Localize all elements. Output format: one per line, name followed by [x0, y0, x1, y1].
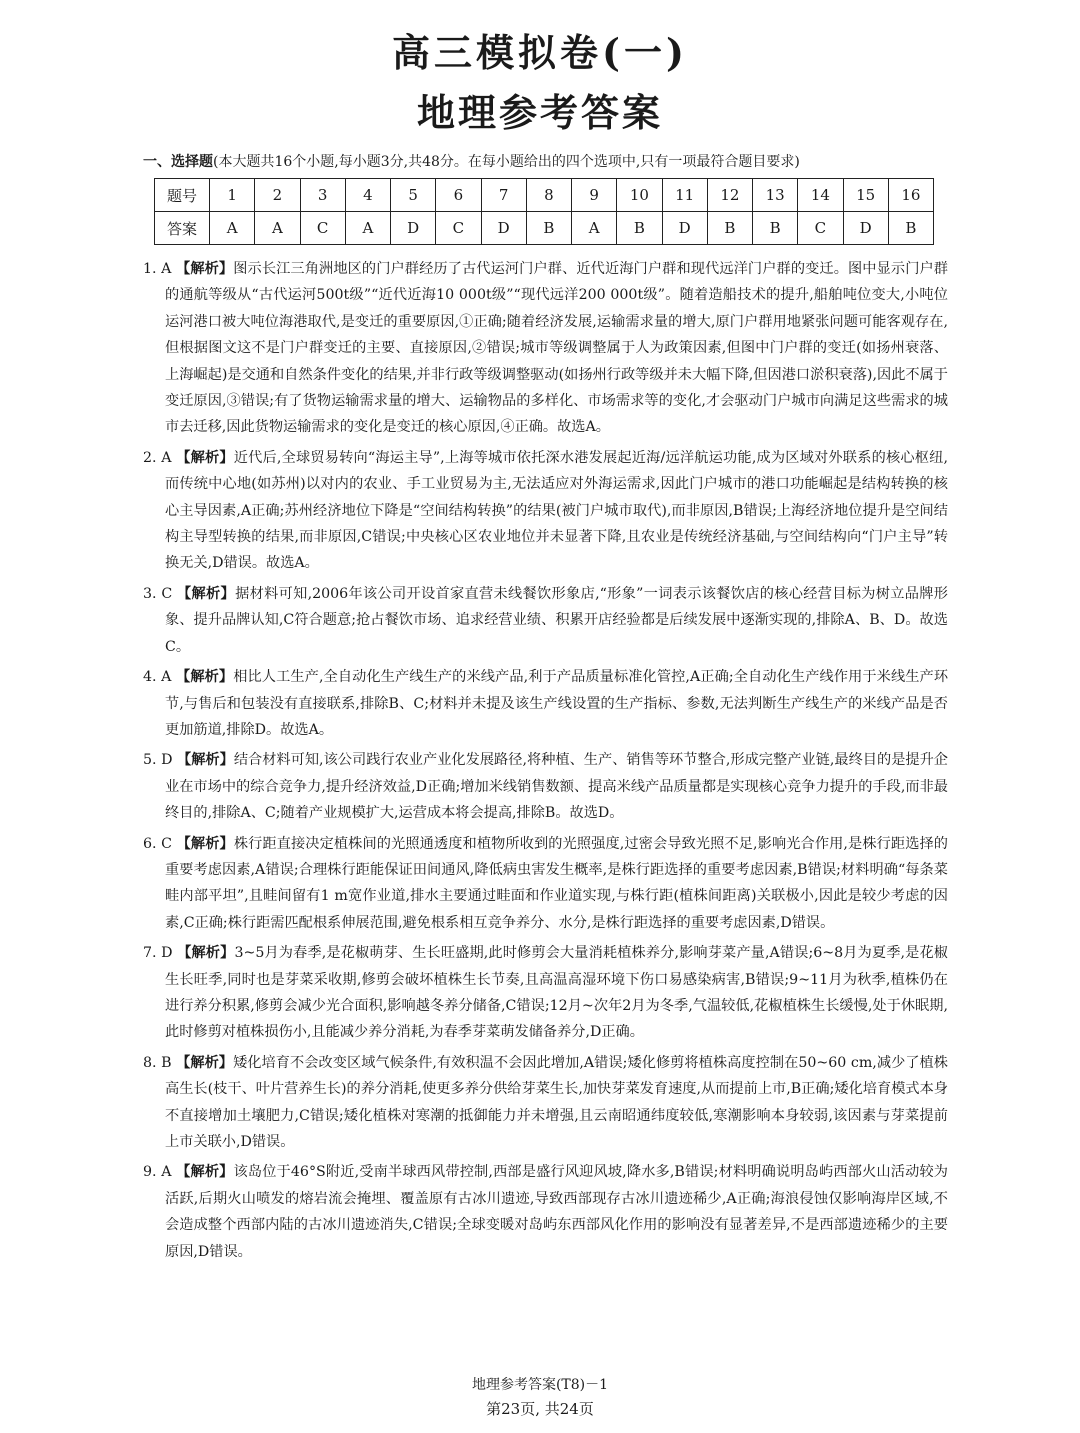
item-number: 8. B: [143, 1054, 172, 1071]
explanation-item: [143, 747, 948, 826]
section-heading: [143, 151, 943, 171]
answer-cell: C: [436, 212, 481, 245]
explanation-item: [143, 1159, 948, 1265]
item-number: 9. A: [143, 1164, 172, 1181]
analysis-tag: 【解析】: [176, 261, 234, 277]
item-text: 该岛位于46°S附近,受南半球西风带控制,西部是盛行风迎风坡,降水多,B错误;材料明确说明岛屿西部火山活动较为活跃,后期火山喷发的熔岩流会掩埋、覆盖原有古冰川遗迹,导致西部现存古冰川遗迹稀少,A正确;海浪侵蚀仅影响海岸区域,不会造成整个西部内陆的古冰川遗迹消失,C错误;全球变暖对岛屿东西部风化作用的影响没有显著差异,不是西部遗迹稀少的主要原因,D错误。: [165, 1164, 948, 1260]
answer-cell: D: [662, 212, 707, 245]
answer-cell: B: [707, 212, 752, 245]
analysis-tag: 【解析】: [176, 835, 234, 852]
answer-cell: D: [843, 212, 888, 245]
question-number: 7: [481, 179, 526, 212]
explanation-item: [143, 581, 948, 660]
question-number: 3: [300, 179, 345, 212]
explanation-item: [143, 940, 948, 1046]
question-number: 1: [210, 179, 255, 212]
item-number: 6. C: [143, 835, 173, 852]
item-number: 5. D: [143, 752, 173, 769]
question-number: 11: [662, 179, 707, 212]
explanation-item: [143, 256, 948, 441]
section-label: 一、选择题: [143, 154, 213, 170]
answer-cell: C: [300, 212, 345, 245]
question-number: 13: [753, 179, 798, 212]
question-number: 8: [526, 179, 571, 212]
analysis-tag: 【解析】: [176, 1164, 234, 1181]
explanation-item: [143, 664, 948, 743]
answer-table-row-answers: [155, 212, 934, 245]
item-text: 3~5月为春季,是花椒萌芽、生长旺盛期,此时修剪会大量消耗植株养分,影响芽菜产量,A错误;6~8月为夏季,是花椒生长旺季,同时也是芽菜采收期,修剪会破坏植株生长节奏,且高温高湿环境下伤口易感染病害,B错误;9~11月为秋季,植株仍在进行养分积累,修剪会减少光合面积,影响越冬养分储备,C错误;12月~次年2月为冬季,气温较低,花椒植株生长缓慢,处于休眠期,此时修剪对植株损伤小,且能减少养分消耗,为春季芽菜萌发储备养分,D正确。: [165, 945, 948, 1041]
question-number: 2: [255, 179, 300, 212]
answer-cell: D: [391, 212, 436, 245]
analysis-tag: 【解析】: [177, 585, 236, 602]
item-number: 1. A: [143, 261, 172, 277]
answer-table-row-numbers: [155, 179, 934, 212]
item-text: 结合材料可知,该公司践行农业产业化发展路径,将种植、生产、销售等环节整合,形成完整产业链,最终目的是提升企业在市场中的综合竞争力,提升经济效益,D正确;增加米线销售数额、提高米线产品质量都是实现核心竞争力提升的手段,而非最终目的,排除A、C;随着产业规模扩大,运营成本将会提高,排除B。故选D。: [165, 752, 948, 822]
explanation-item: [143, 831, 948, 937]
answer-cell: C: [798, 212, 843, 245]
analysis-tag: 【解析】: [176, 1054, 234, 1071]
answer-cell: D: [481, 212, 526, 245]
footer-page-number: 第23页, 共24页: [486, 1400, 594, 1418]
question-number: 12: [707, 179, 752, 212]
item-text: 株行距直接决定植株间的光照通透度和植物所收到的光照强度,过密会导致光照不足,影响光合作用,是株行距选择的重要考虑因素,A错误;合理株行距能保证田间通风,降低病虫害发生概率,是株行距选择的重要考虑因素,B错误;材料明确“每条菜畦内部平坦”,且畦间留有1 m宽作业道,排水主要通过畦面和作业道实现,与株行距(植株间距离)关联极小,因此是较少考虑的因素,C正确;株行距需匹配根系伸展范围,避免根系相互竞争养分、水分,是株行距选择的重要考虑因素,D错误。: [165, 835, 948, 931]
item-number: 7. D: [143, 945, 173, 962]
exam-title: 高三模拟卷(一): [392, 30, 688, 75]
item-text: 据材料可知,2006年该公司开设首家直营未线餐饮形象店,“形象”一词表示该餐饮店的核心经营目标为树立品牌形象、提升品牌认知,C符合题意;抢占餐饮市场、追求经营业绩、积累开店经验都是后续发展中逐渐实现的,排除A、B、D。故选C。: [165, 585, 948, 655]
section-instructions: (本大题共16个小题,每小题3分,共48分。在每小题给出的四个选项中,只有一项最符合题目要求): [213, 154, 800, 170]
question-number: 5: [391, 179, 436, 212]
row-header-number: 题号: [155, 179, 210, 212]
explanation-list: [143, 256, 948, 1269]
question-number: 9: [572, 179, 617, 212]
item-number: 4. A: [143, 669, 172, 686]
question-number: 16: [888, 179, 933, 212]
question-number: 14: [798, 179, 843, 212]
answer-cell: B: [753, 212, 798, 245]
answer-table: [154, 178, 934, 245]
analysis-tag: 【解析】: [177, 945, 235, 962]
analysis-tag: 【解析】: [176, 752, 234, 769]
question-number: 15: [843, 179, 888, 212]
explanation-item: [143, 1050, 948, 1156]
question-number: 10: [617, 179, 662, 212]
answer-cell: B: [617, 212, 662, 245]
answer-cell: B: [526, 212, 571, 245]
exam-subtitle: 地理参考答案: [416, 90, 663, 135]
item-text: 图示长江三角洲地区的门户群经历了古代运河门户群、近代近海门户群和现代远洋门户群的变迁。图中显示门户群的通航等级从“古代运河500t级”“近代近海10 000t级”“现代远洋200 000t级”。随着造船技术的提升,船舶吨位变大,小吨位运河港口被大吨位海港取代,是变迁的重要原因,①正确;随着经济发展,运输需求量的增大,原门户群用地紧张问题可能客观存在,但根据图文这不是门户群变迁的主要、直接原因,②错误;城市等级调整属于人为政策因素,但图中门户群的变迁(如扬州衰落、上海崛起)是交通和自然条件变化的结果,并非行政等级调整驱动(如扬州行政等级并未大幅下降,但因港口淤积衰落),因此不属于变迁原因,③错误;有了货物运输需求量的增大、运输物品的多样化、市场需求等的变化,才会驱动门户城市向满足这些需求的城市去迁移,因此货物运输需求的变化是变迁的核心原因,④正确。故选A。: [165, 261, 948, 436]
question-number: 6: [436, 179, 481, 212]
answer-cell: A: [345, 212, 390, 245]
answer-cell: A: [572, 212, 617, 245]
analysis-tag: 【解析】: [176, 669, 234, 686]
answer-cell: B: [888, 212, 933, 245]
answer-cell: A: [255, 212, 300, 245]
answer-cell: A: [210, 212, 255, 245]
item-text: 矮化培育不会改变区域气候条件,有效积温不会因此增加,A错误;矮化修剪将植株高度控制在50~60 cm,减少了植株高生长(枝干、叶片营养生长)的养分消耗,使更多养分供给芽菜生长,加快芽菜发育速度,从而提前上市,B正确;矮化培育模式本身不直接增加土壤肥力,C错误;矮化植株对寒潮的抵御能力并未增强,且云南昭通纬度较低,寒潮影响本身较弱,该因素与芽菜提前上市关联小,D错误。: [165, 1054, 948, 1150]
footer-code: 地理参考答案(T8)－1: [471, 1377, 609, 1393]
item-text: 相比人工生产,全自动化生产线生产的米线产品,利于产品质量标准化管控,A正确;全自动化生产线作用于米线生产环节,与售后和包装没有直接联系,排除B、C;材料并未提及该生产线设置的生产指标、参数,无法判断生产线生产的米线产品是否更加筋道,排除D。故选A。: [165, 669, 949, 738]
item-text: 近代后,全球贸易转向“海运主导”,上海等城市依托深水港发展起近海/远洋航运功能,成为区域对外联系的核心枢纽,而传统中心地(如苏州)以对内的农业、手工业贸易为主,无法适应对外海运需求,因此门户城市的港口功能崛起是结构转换的核心主导因素,A正确;苏州经济地位下降是“空间结构转换”的结果(被门户城市取代),而非原因,B错误;上海经济地位提升是空间结构主导型转换的结果,而非原因,C错误;中央核心区农业地位并未显著下降,且农业是传统经济基础,与空间结构向“门户主导”转换无关,D错误。故选A。: [165, 449, 948, 572]
question-number: 4: [345, 179, 390, 212]
row-header-answer: 答案: [155, 212, 210, 245]
item-number: 3. C: [143, 585, 173, 602]
explanation-item: [143, 445, 948, 577]
analysis-tag: 【解析】: [176, 449, 234, 466]
item-number: 2. A: [143, 449, 172, 466]
